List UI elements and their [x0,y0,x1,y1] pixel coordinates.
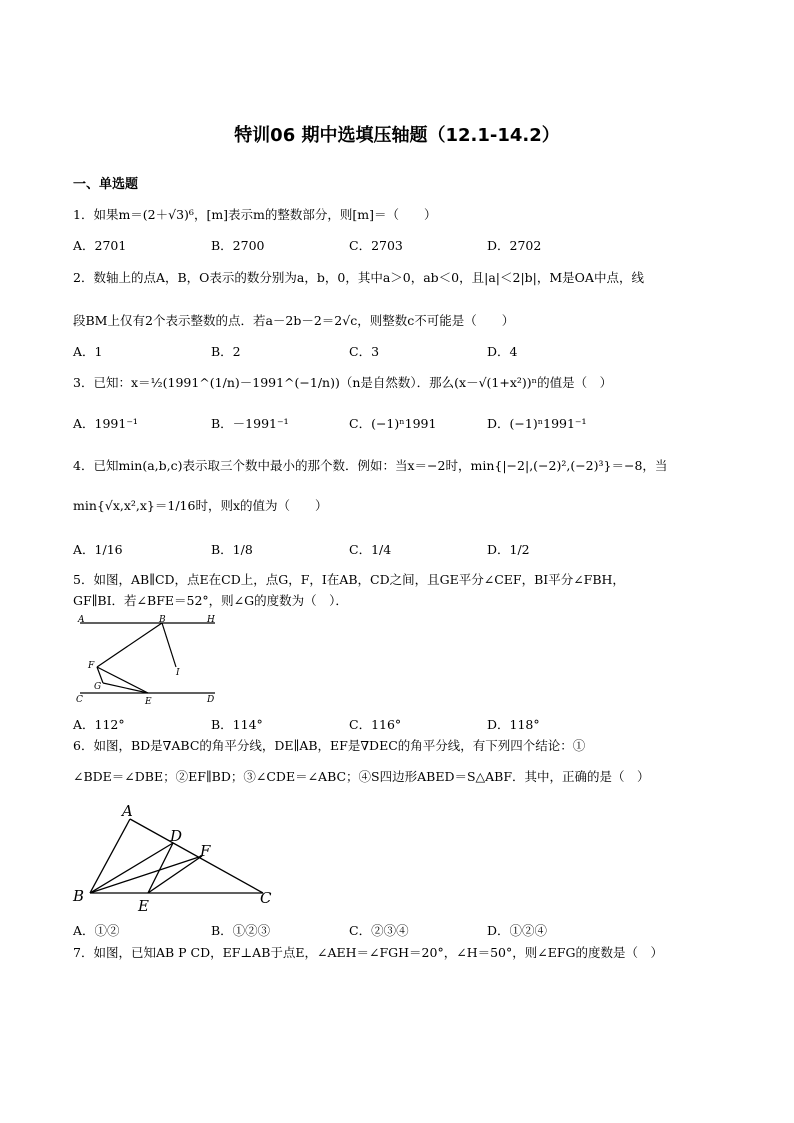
figure-6 [70,800,285,915]
question-6-line-2: ∠BDE＝∠DBE；②EF∥BD；③∠CDE＝∠ABC；④S四边形ABED＝S△ABF．其中，正确的是（ ） [73,769,650,784]
page-title: 特训06 期中选填压轴题（12.1-14.2） [234,125,560,146]
q6-option-b: B．①②③ [211,923,271,938]
fig6-label-f: F [200,842,211,860]
fig5-label-c: C [76,695,83,705]
question-5-line-1: 5．如图，AB∥CD，点E在CD上，点G，F，I在AB，CD之间，且GE平分∠CEF，BI平分∠FBH， [73,572,625,587]
fig5-label-g: G [94,682,102,692]
q3-option-d: D．(−1)ⁿ1991⁻¹ [487,416,587,431]
q4-option-c: C．1/4 [349,542,392,557]
fig6-seg-ac [130,819,263,893]
q5-option-b: B．114° [211,717,263,732]
question-2-line-2: 段BM上仅有2个表示整数的点．若a－2b－2＝2√c，则整数c不可能是（ ） [73,313,515,328]
question-6-line-1: 6．如图，BD是∇ABC的角平分线，DE∥AB，EF是∇DEC的角平分线，有下列四个结论：① [73,738,586,753]
q1-option-a: A．2701 [73,238,127,253]
fig6-label-b: B [73,887,85,905]
q5-option-c: C．116° [349,717,402,732]
question-3: 3．已知：x＝½(1991^(1/n)－1991^(−1/n))（n是自然数）．那么(x－√(1+x²))ⁿ的值是（ ） [73,375,613,390]
q1-option-c: C．2703 [349,238,403,253]
q3-option-a: A．1991⁻¹ [73,416,138,431]
fig5-label-i: I [176,668,180,678]
question-2-line-1: 2．数轴上的点A，B，O表示的数分别为a，b，0，其中a＞0，ab＜0，且|a|＜2|b|，M是OA中点，线 [73,270,644,285]
q1-option-b: B．2700 [211,238,265,253]
fig5-seg-bf [97,623,162,667]
fig5-label-e: E [145,697,152,707]
q6-option-a: A．①② [73,923,120,938]
question-5-line-2: GF∥BI．若∠BFE＝52°，则∠G的度数为（ ）． [73,593,348,608]
question-4-line-2: min{√x,x²,x}＝1/16时，则x的值为（ ） [73,498,328,513]
fig5-label-h: H [207,615,215,625]
fig5-label-f: F [88,661,95,671]
question-4-line-1: 4．已知min(a,b,c)表示取三个数中最小的那个数．例如：当x＝−2时，min{|−2|,(−2)²,(−2)³}＝−8，当 [73,458,668,473]
fig5-seg-bi [162,623,176,667]
q4-option-a: A．1/16 [73,542,123,557]
q2-option-c: C．3 [349,344,380,359]
q1-option-d: D．2702 [487,238,542,253]
figure-5 [73,614,223,709]
q5-option-a: A．112° [73,717,125,732]
q4-option-d: D．1/2 [487,542,530,557]
fig6-seg-ef [148,856,202,893]
fig5-seg-ge [103,683,148,693]
q2-option-a: A．1 [73,344,103,359]
q2-option-b: B．2 [211,344,241,359]
fig5-label-b: B [159,615,166,625]
q2-option-d: D．4 [487,344,518,359]
q3-option-b: B．－1991⁻¹ [211,416,289,431]
fig5-label-a: A [78,615,85,625]
fig6-label-a: A [122,802,133,820]
fig5-label-d: D [207,695,215,705]
fig5-seg-fe [97,667,148,693]
q6-option-d: D．①②④ [487,923,548,938]
q4-option-b: B．1/8 [211,542,253,557]
fig6-label-c: C [260,889,272,907]
question-7: 7．如图，已知AB P CD，EF⊥AB于点E，∠AEH＝∠FGH＝20°，∠H＝50°，则∠EFG的度数是（ ） [73,945,664,960]
fig6-label-e: E [138,897,149,915]
section-heading: 一、单选题 [73,177,139,192]
fig6-label-d: D [170,827,183,845]
q3-option-c: C．(−1)ⁿ1991 [349,416,437,431]
question-1: 1．如果m＝(2＋√3)⁶，[m]表示m的整数部分，则[m]＝（ ） [73,207,437,222]
q5-option-d: D．118° [487,717,540,732]
q6-option-c: C．②③④ [349,923,409,938]
